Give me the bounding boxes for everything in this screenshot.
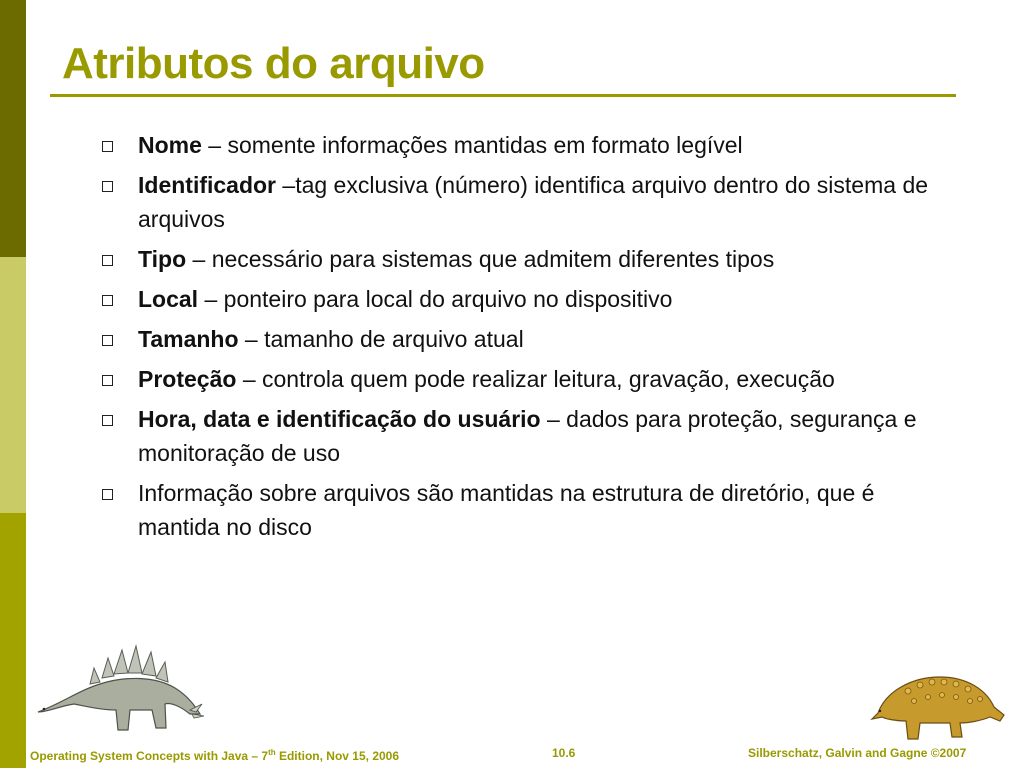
bullet-term: Proteção	[138, 366, 237, 392]
bullet-item-identificador	[100, 168, 960, 236]
stegosaurus-illustration	[30, 640, 205, 740]
bullet-term: Hora, data e identificação do usuário	[138, 406, 541, 432]
bullet-item-nome	[100, 128, 960, 162]
hollow-square-bullet-icon	[102, 375, 113, 386]
bullet-text: –tag exclusiva (número) identifica arquivo dentro do sistema de arquivos	[138, 172, 929, 232]
hollow-square-bullet-icon	[102, 295, 113, 306]
bullet-term: Identificador	[138, 172, 277, 198]
bullet-text: – tamanho de arquivo atual	[238, 326, 524, 352]
bullet-text: Informação sobre arquivos são mantidas na estrutura de diretório, que é mantida no disco	[138, 480, 875, 540]
ankylosaurus-illustration	[868, 655, 1008, 745]
side-bar-segment-dark	[0, 0, 26, 257]
bullet-term: Tamanho	[138, 326, 239, 352]
hollow-square-bullet-icon	[102, 415, 113, 426]
bullet-term: Local	[138, 286, 199, 312]
bullet-list	[100, 128, 960, 550]
bullet-text: – somente informações mantidas em formato legível	[201, 132, 743, 158]
footer-book-title	[30, 745, 399, 764]
bullet-text: – controla quem pode realizar leitura, gravação, execução	[236, 366, 835, 392]
hollow-square-bullet-icon	[102, 141, 113, 152]
hollow-square-bullet-icon	[102, 335, 113, 346]
footer-left-text-end: Edition, Nov 15, 2006	[275, 749, 400, 763]
bullet-item-hora-data-usuario	[100, 402, 960, 470]
hollow-square-bullet-icon	[102, 181, 113, 192]
bullet-term: Tipo	[138, 246, 187, 272]
bullet-term: Nome	[138, 132, 202, 158]
bullet-item-tamanho	[100, 322, 960, 356]
hollow-square-bullet-icon	[102, 255, 113, 266]
bullet-text: – necessário para sistemas que admitem diferentes tipos	[186, 246, 775, 272]
bullet-text: – dados para proteção, segurança e monitoração de uso	[138, 406, 917, 466]
bullet-item-local	[100, 282, 960, 316]
side-bar-segment-mid	[0, 513, 26, 768]
footer-left-superscript: th	[268, 748, 276, 757]
bullet-item-protecao	[100, 362, 960, 396]
footer-authors: Silberschatz, Galvin and Gagne ©2007	[748, 746, 967, 760]
side-color-bar	[0, 0, 26, 768]
bullet-item-tipo	[100, 242, 960, 276]
slide-title: Atributos do arquivo	[62, 39, 485, 88]
hollow-square-bullet-icon	[102, 489, 113, 500]
footer-slide-number: 10.6	[552, 746, 576, 760]
bullet-text: – ponteiro para local do arquivo no dispositivo	[198, 286, 673, 312]
bullet-item-informacao	[100, 476, 960, 544]
title-underline	[50, 94, 956, 97]
side-bar-segment-light	[0, 257, 26, 513]
footer-left-text: Operating System Concepts with Java – 7	[30, 749, 269, 763]
